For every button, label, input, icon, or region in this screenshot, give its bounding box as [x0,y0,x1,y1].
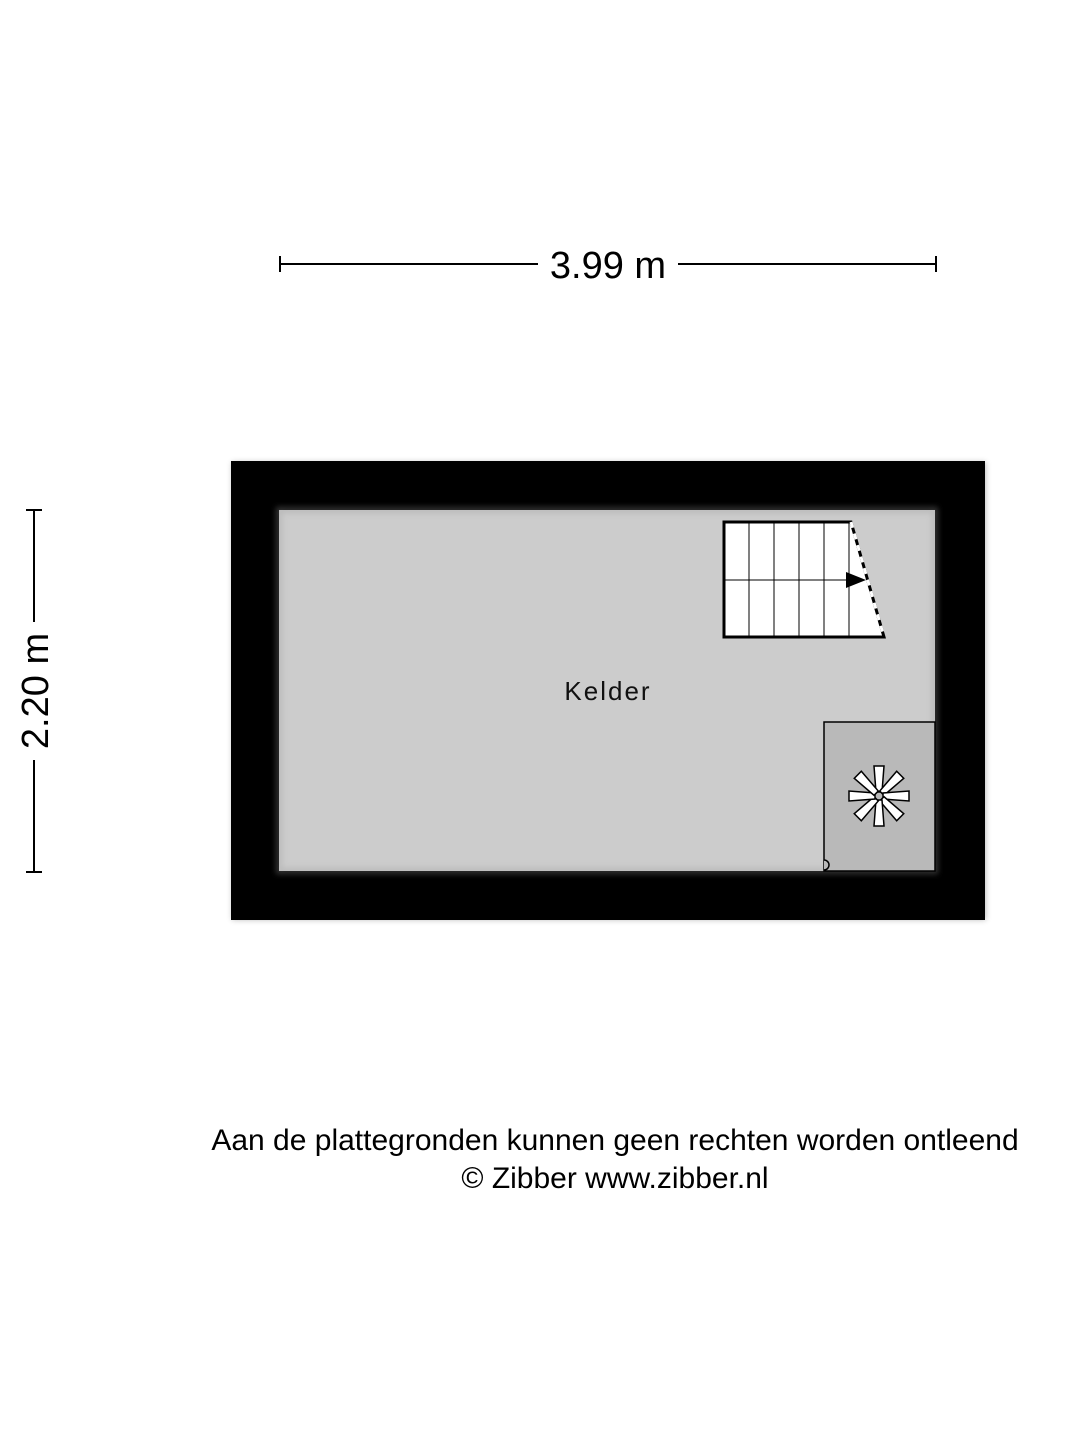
width-dimension [280,245,936,287]
copyright-text: © Zibber www.zibber.nl [461,1162,769,1195]
footer-notice [150,1122,1080,1198]
disclaimer-text: Aan de plattegronden kunnen geen rechten worden ontleend [211,1124,1019,1157]
height-dimension-label: 2.20 m [15,632,57,750]
height-dimension [15,510,57,872]
heater-closet [824,722,935,871]
width-dimension-label: 3.99 m [549,245,667,287]
room-label-kelder: Kelder [564,676,652,706]
